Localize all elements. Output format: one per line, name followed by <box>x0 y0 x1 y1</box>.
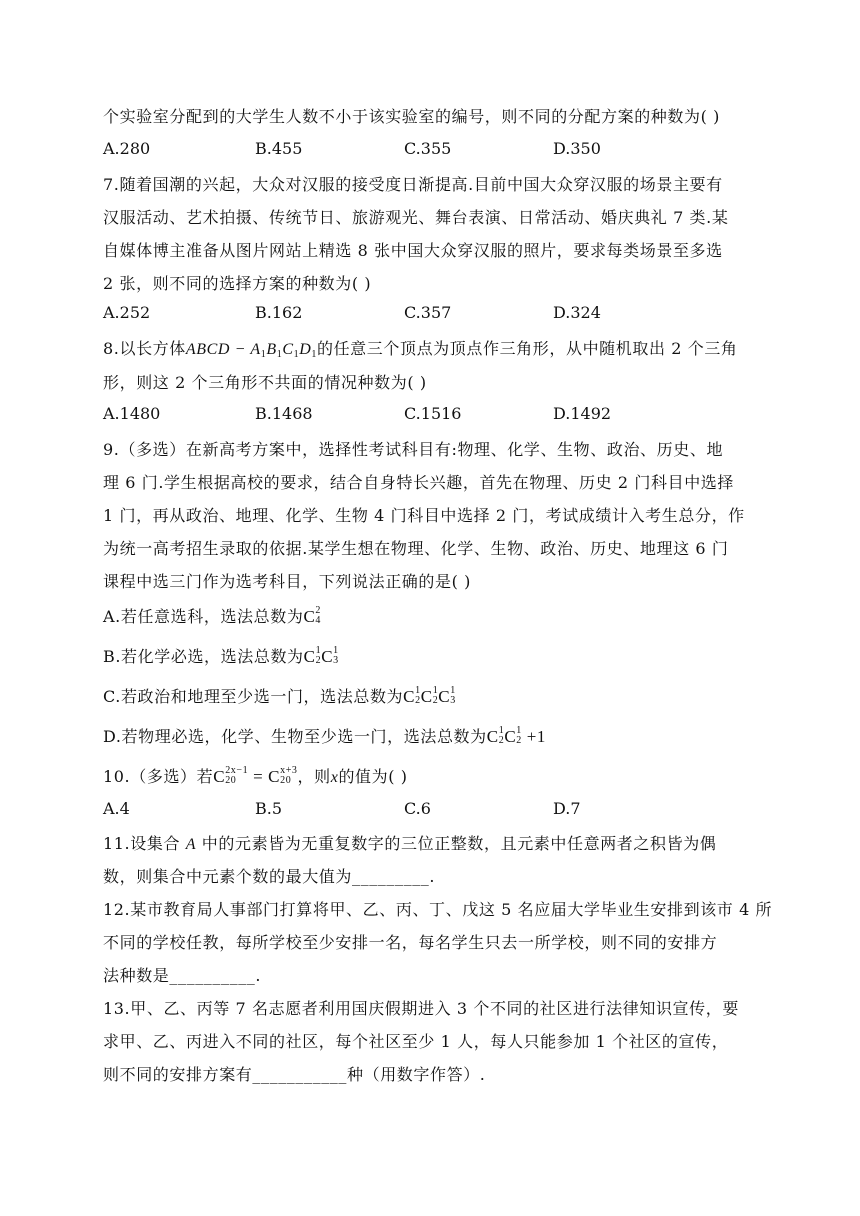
question-8-line-2: 形，则这 2 个三角形不共面的情况种数为( ) <box>103 373 427 392</box>
option-d: D.350 <box>553 139 601 158</box>
cuboid-formula: ABCD − $A_1B_1C_1D_1$ <box>185 341 317 360</box>
question-10-stem: 10.（多选）若C 2x−1 20 = C x+3 20 ，则x的值为( ) <box>103 764 408 786</box>
question-7-line-2: 汉服活动、艺术拍摄、传统节日、旅游观光、舞台表演、日常活动、婚庆典礼 7 类.某 <box>103 208 729 227</box>
option-b: B.162 <box>255 303 303 322</box>
question-11-line-1: 11.设集合 A 中的元素皆为无重复数字的三位正整数，且元素中任意两者之积皆为偶 <box>103 834 717 853</box>
question-13-line-1: 13.甲、乙、丙等 7 名志愿者利用国庆假期进入 3 个不同的社区进行法律知识宣传，要 <box>103 999 739 1018</box>
question-13-line-3: 则不同的安排方案有___________种（用数字作答）. <box>103 1065 486 1084</box>
option-a: A.280 <box>103 139 151 158</box>
question-12-line-2: 不同的学校任教，每所学校至少安排一名，每名学生只去一所学校，则不同的安排方 <box>103 933 718 952</box>
question-8-line-1: 8.以长方体ABCD − $A_1B_1C_1D_1$的任意三个顶点为顶点作三角形，从中随机取出 2 个三角 <box>103 339 738 360</box>
question-12-line-1: 12.某市教育局人事部门打算将甲、乙、丙、丁、戊这 5 名应届大学毕业生安排到该市 4 所 <box>103 900 773 919</box>
question-9-option-c: C.若政治和地理至少选一门，选法总数为C 1 2 C 1 2 C 1 3 <box>103 684 456 706</box>
question-9-option-b: B.若化学必选，选法总数为C 1 2 C 1 3 <box>103 644 339 666</box>
question-9-line-4: 为统一高考招生录取的依据.某学生想在物理、化学、生物、政治、历史、地理这 6 门 <box>103 539 729 558</box>
option-a: A.1480 <box>103 404 161 423</box>
question-6-tail: 个实验室分配到的大学生人数不小于该实验室的编号，则不同的分配方案的种数为( ) <box>103 107 720 126</box>
option-b: B.455 <box>255 139 303 158</box>
option-d: D.7 <box>553 799 581 818</box>
option-c: C.1516 <box>404 404 462 423</box>
option-c: C.355 <box>404 139 452 158</box>
option-b: B.1468 <box>255 404 313 423</box>
question-9-line-2: 理 6 门.学生根据高校的要求，结合自身特长兴趣，首先在物理、历史 2 门科目中选择 <box>103 473 734 492</box>
question-9-line-5: 课程中选三门作为选考科目，下列说法正确的是( ) <box>103 572 471 591</box>
option-d: D.324 <box>553 303 601 322</box>
question-7-line-3: 自媒体博主准备从图片网站上精选 8 张中国大众穿汉服的照片，要求每类场景至多选 <box>103 241 723 260</box>
option-b: B.5 <box>255 799 283 818</box>
question-7-line-4: 2 张，则不同的选择方案的种数为( ) <box>103 274 372 293</box>
question-7-line-1: 7.随着国潮的兴起，大众对汉服的接受度日渐提高.目前中国大众穿汉服的场景主要有 <box>103 175 723 194</box>
option-a: A.252 <box>103 303 151 322</box>
question-9-line-1: 9.（多选）在新高考方案中，选择性考试科目有:物理、化学、生物、政治、历史、地 <box>103 440 724 459</box>
option-a: A.4 <box>103 799 130 818</box>
question-9-option-d: D.若物理必选，化学、生物至少选一门，选法总数为C 1 2 C 1 2 +1 <box>103 724 547 746</box>
question-12-line-3: 法种数是__________. <box>103 966 262 985</box>
question-11-line-2: 数，则集合中元素个数的最大值为_________. <box>103 867 436 886</box>
option-d: D.1492 <box>553 404 612 423</box>
option-c: C.6 <box>404 799 431 818</box>
question-9-line-3: 1 门，再从政治、地理、化学、生物 4 门科目中选择 2 门，考试成绩计入考生总分，作 <box>103 506 745 525</box>
option-c: C.357 <box>404 303 452 322</box>
question-9-option-a: A.若任意选科，选法总数为C 2 4 <box>103 604 322 626</box>
question-13-line-2: 求甲、乙、丙进入不同的社区，每个社区至少 1 人，每人只能参加 1 个社区的宣传， <box>103 1032 729 1051</box>
